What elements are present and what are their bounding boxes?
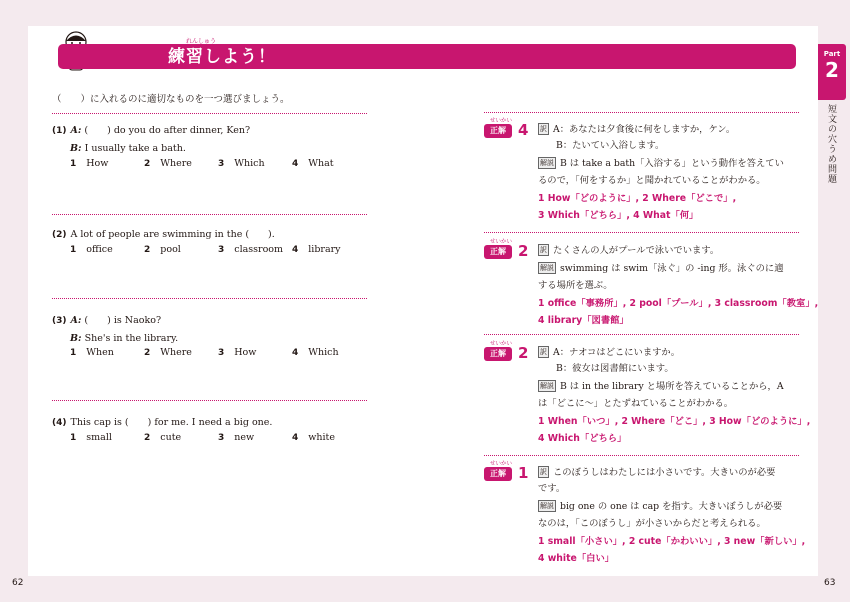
answer-number: 2 — [518, 344, 529, 362]
badge-ruby: せいかい — [490, 461, 513, 467]
explanation-line: るので，「何をするか」と聞かれていることがわかる。 — [538, 175, 766, 186]
question-number: (2) — [52, 230, 67, 240]
explanation-line: する場所を選ぶ。 — [538, 280, 613, 291]
part-label: Part — [823, 50, 841, 58]
question-line: A lot of people are swimming in the ( ). — [70, 229, 275, 240]
speaker: B: — [70, 143, 82, 154]
option: 3 classroom — [218, 244, 284, 255]
instruction-text: （ ）に入れるのに適切なものを一つ選びましょう。 — [52, 94, 290, 105]
option: 1 office — [70, 244, 113, 255]
explanation-tag: 解説 — [540, 264, 554, 272]
translation-tag: 訳 — [540, 348, 547, 356]
question-2 — [52, 226, 275, 244]
speaker: A: — [70, 315, 82, 326]
question-1 — [52, 122, 250, 157]
question-line: ( ) do you do after dinner, Ken? — [84, 125, 251, 136]
option: 2 pool — [144, 244, 181, 255]
option: 3 Which — [218, 158, 265, 169]
explanation-tag: 解説 — [540, 382, 554, 390]
part-tab — [818, 44, 846, 100]
answer-number: 1 — [518, 464, 529, 482]
option: 2 Where — [144, 158, 192, 169]
correct-badge: 正解 — [484, 124, 512, 138]
explanation-tag: 解説 — [540, 502, 554, 510]
badge-ruby: せいかい — [490, 239, 513, 245]
correct-badge: 正解 — [484, 467, 512, 481]
translation-tag: 訳 — [540, 246, 547, 254]
question-3 — [52, 312, 178, 347]
translation-tag: 訳 — [540, 468, 547, 476]
question-number: (1) — [52, 126, 67, 136]
answer-number: 2 — [518, 242, 529, 260]
option: 4 library — [292, 244, 341, 255]
separator — [52, 400, 367, 401]
explanation-line: 解説 B は take a bath「入浴する」という動作を答えてい — [540, 158, 784, 169]
explanation-line: 解説 swimming は swim「泳ぐ」の -ing 形。泳ぐのに適 — [540, 263, 784, 274]
separator — [52, 113, 367, 114]
question-line: She's in the library. — [84, 333, 179, 344]
badge-ruby: せいかい — [490, 118, 513, 124]
option: 2 Where — [144, 347, 192, 358]
question-4 — [52, 414, 272, 432]
explanation-line: 解説 big one の one は cap を指す。大きいぼうしが必要 — [540, 501, 783, 512]
choices-line: 1 office「事務所」, 2 pool「プール」, 3 classroom「教室」, — [538, 298, 819, 309]
translation-line: 訳 A：あなたは夕食後に何をしますか，ケン。 — [540, 124, 736, 135]
choices-line: 3 Which「どちら」, 4 What「何」 — [538, 210, 699, 221]
option: 3 How — [218, 347, 257, 358]
translation-line: 訳 このぼうしはわたしには小さいです。大きいのが必要 — [540, 467, 776, 478]
explanation-line: は「どこに～」とたずねていることがわかる。 — [538, 398, 734, 409]
option: 4 What — [292, 158, 334, 169]
separator — [52, 298, 367, 299]
explanation-line: なのは，「このぼうし」が小さいからだと考えられる。 — [538, 518, 766, 529]
page-title: 練習しよう！ — [168, 47, 276, 67]
separator — [484, 112, 799, 113]
separator — [52, 214, 367, 215]
badge-ruby: せいかい — [490, 341, 513, 347]
question-line: ( ) is Naoko? — [84, 315, 162, 326]
page-number-left: 62 — [12, 578, 24, 588]
option: 3 new — [218, 432, 255, 443]
option: 2 cute — [144, 432, 182, 443]
choices-line: 1 When「いつ」, 2 Where「どこ」, 3 How「どのように」, — [538, 416, 811, 427]
answer-number: 4 — [518, 121, 529, 139]
translation-line: B：たいてい入浴します。 — [556, 140, 665, 151]
option: 1 When — [70, 347, 114, 358]
translation-line: です。 — [538, 483, 566, 494]
option: 4 white — [292, 432, 335, 443]
page-number-right: 63 — [824, 578, 836, 588]
correct-badge: 正解 — [484, 245, 512, 259]
translation-line: 訳 A：ナオコはどこにいますか。 — [540, 347, 681, 358]
section-side-title: 短文の穴うめ問題 — [826, 104, 836, 184]
translation-line: 訳 たくさんの人がプールで泳いでいます。 — [540, 245, 720, 256]
question-number: (4) — [52, 418, 67, 428]
explanation-tag: 解説 — [540, 159, 554, 167]
choices-line: 1 small「小さい」, 2 cute「かわいい」, 3 new「新しい」, — [538, 536, 806, 547]
speaker: A: — [70, 125, 82, 136]
choices-line: 4 white「白い」 — [538, 553, 615, 564]
choices-line: 1 How「どのように」, 2 Where「どこで」, — [538, 193, 737, 204]
option: 4 Which — [292, 347, 339, 358]
choices-line: 4 library「図書館」 — [538, 315, 629, 326]
option: 1 small — [70, 432, 112, 443]
separator — [484, 455, 799, 456]
question-number: (3) — [52, 316, 67, 326]
correct-badge: 正解 — [484, 347, 512, 361]
option: 1 How — [70, 158, 109, 169]
translation-line: B：彼女は図書館にいます。 — [556, 363, 674, 374]
separator — [484, 232, 799, 233]
part-number: 2 — [825, 58, 839, 82]
explanation-line: 解説 B は in the library と場所を答えていることから，A — [540, 381, 784, 392]
question-line: This cap is ( ) for me. I need a big one. — [70, 417, 273, 428]
title-ruby: れんしゅう — [186, 38, 217, 45]
separator — [484, 334, 799, 335]
translation-tag: 訳 — [540, 125, 547, 133]
choices-line: 4 Which「どちら」 — [538, 433, 627, 444]
speaker: B: — [70, 333, 82, 344]
question-line: I usually take a bath. — [84, 143, 186, 154]
